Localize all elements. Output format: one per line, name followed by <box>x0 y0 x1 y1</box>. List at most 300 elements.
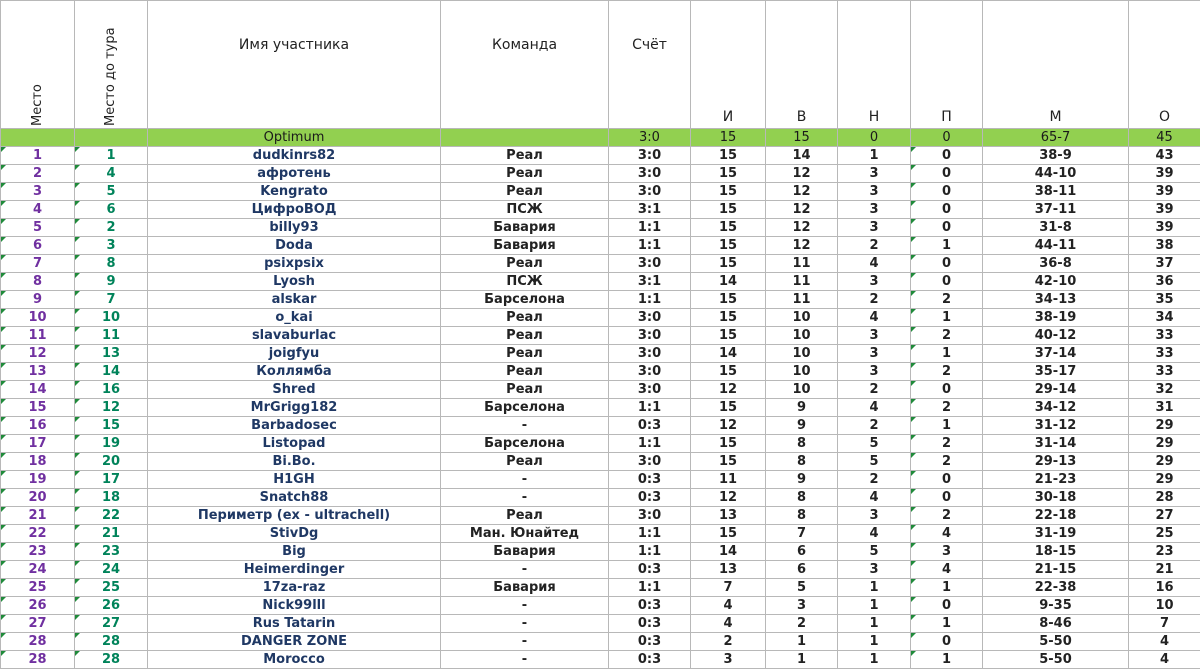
cell-marker-icon <box>75 417 80 422</box>
cell-goals-text: 18-15 <box>1035 544 1077 559</box>
cell-draws-text: 1 <box>869 634 878 649</box>
cell-points <box>1129 363 1200 381</box>
cell-team-text: Барселона <box>484 292 565 307</box>
cell-place-text: 28 <box>28 634 46 649</box>
cell-score-text: 0:3 <box>638 562 661 577</box>
cell-games-text: 12 <box>719 382 737 397</box>
cell-score-text: 3:0 <box>638 328 661 343</box>
cell-games-text: 15 <box>719 220 737 235</box>
cell-draws-text: 4 <box>869 256 878 271</box>
cell-score-text: 3:0 <box>638 382 661 397</box>
cell-participant-name-text: Shred <box>272 382 315 397</box>
cell-goals-text: 21-15 <box>1035 562 1077 577</box>
cell-score-text: 3:0 <box>638 184 661 199</box>
cell-wins-text: 10 <box>792 364 810 379</box>
cell-wins-text: 8 <box>797 490 806 505</box>
cell-score-text: 3:0 <box>638 454 661 469</box>
cell-participant-name <box>148 255 441 273</box>
cell-points-text: 10 <box>1155 598 1173 613</box>
cell-prev-place-text: 10 <box>102 310 120 325</box>
cell-place <box>1 201 75 219</box>
cell-place <box>1 345 75 363</box>
optimum-name: Optimum <box>148 129 441 147</box>
cell-losses <box>911 291 983 309</box>
cell-participant-name-text: Heimerdinger <box>244 562 344 577</box>
cell-points-text: 7 <box>1160 616 1169 631</box>
cell-score-text: 1:1 <box>638 400 661 415</box>
cell-prev-place-text: 8 <box>106 256 115 271</box>
cell-losses <box>911 435 983 453</box>
cell-goals <box>983 255 1129 273</box>
table-row <box>1 237 1200 255</box>
cell-prev-place <box>75 381 148 399</box>
cell-wins-text: 9 <box>797 472 806 487</box>
cell-prev-place <box>75 435 148 453</box>
cell-draws-text: 4 <box>869 310 878 325</box>
cell-participant-name <box>148 471 441 489</box>
table-row <box>1 147 1200 165</box>
cell-score <box>609 309 691 327</box>
cell-prev-place-text: 1 <box>106 148 115 163</box>
cell-points <box>1129 399 1200 417</box>
cell-games <box>691 453 766 471</box>
table-row <box>1 273 1200 291</box>
optimum-games: 15 <box>691 129 766 147</box>
cell-score <box>609 147 691 165</box>
cell-place <box>1 417 75 435</box>
cell-participant-name <box>148 183 441 201</box>
cell-draws <box>838 651 911 669</box>
cell-points-text: 36 <box>1155 274 1173 289</box>
cell-prev-place-text: 22 <box>102 508 120 523</box>
cell-points-text: 39 <box>1155 202 1173 217</box>
cell-goals-text: 5-50 <box>1039 634 1072 649</box>
cell-participant-name-text: афротень <box>257 166 330 181</box>
cell-marker-icon <box>1 345 6 350</box>
cell-prev-place-text: 6 <box>106 202 115 217</box>
cell-prev-place-text: 18 <box>102 490 120 505</box>
cell-wins-text: 8 <box>797 436 806 451</box>
cell-games <box>691 651 766 669</box>
optimum-goals: 65-7 <box>983 129 1129 147</box>
cell-goals <box>983 597 1129 615</box>
cell-team-text: - <box>522 616 527 631</box>
cell-participant-name <box>148 579 441 597</box>
cell-points <box>1129 345 1200 363</box>
cell-team-text: - <box>522 490 527 505</box>
cell-games-text: 14 <box>719 346 737 361</box>
cell-place <box>1 633 75 651</box>
cell-team <box>441 579 609 597</box>
cell-losses <box>911 417 983 435</box>
cell-place <box>1 543 75 561</box>
cell-games-text: 15 <box>719 148 737 163</box>
cell-games-text: 15 <box>719 454 737 469</box>
cell-goals-text: 31-12 <box>1035 418 1077 433</box>
cell-draws <box>838 489 911 507</box>
optimum-score: 3:0 <box>609 129 691 147</box>
cell-games-text: 4 <box>723 616 732 631</box>
cell-points <box>1129 183 1200 201</box>
cell-losses-text: 0 <box>942 598 951 613</box>
cell-score-text: 1:1 <box>638 580 661 595</box>
cell-draws <box>838 399 911 417</box>
cell-score-text: 3:0 <box>638 508 661 523</box>
table-row <box>1 543 1200 561</box>
cell-wins <box>766 291 838 309</box>
cell-wins-text: 1 <box>797 634 806 649</box>
cell-team <box>441 525 609 543</box>
cell-games-text: 15 <box>719 400 737 415</box>
cell-draws-text: 1 <box>869 580 878 595</box>
cell-draws-text: 1 <box>869 616 878 631</box>
cell-points-text: 32 <box>1155 382 1173 397</box>
cell-points <box>1129 489 1200 507</box>
table-row <box>1 381 1200 399</box>
header-points: О <box>1129 1 1200 129</box>
table-row <box>1 561 1200 579</box>
cell-prev-place <box>75 165 148 183</box>
cell-prev-place-text: 23 <box>102 544 120 559</box>
cell-marker-icon <box>75 597 80 602</box>
cell-score-text: 3:0 <box>638 364 661 379</box>
cell-games-text: 14 <box>719 274 737 289</box>
cell-marker-icon <box>911 633 916 638</box>
cell-place-text: 10 <box>28 310 46 325</box>
cell-participant-name <box>148 561 441 579</box>
cell-points-text: 27 <box>1155 508 1173 523</box>
cell-losses-text: 2 <box>942 400 951 415</box>
cell-losses <box>911 183 983 201</box>
cell-place-text: 2 <box>33 166 42 181</box>
cell-wins-text: 12 <box>792 220 810 235</box>
cell-team <box>441 363 609 381</box>
cell-marker-icon <box>75 165 80 170</box>
cell-losses-text: 0 <box>942 472 951 487</box>
cell-prev-place <box>75 417 148 435</box>
cell-games <box>691 579 766 597</box>
cell-participant-name <box>148 363 441 381</box>
cell-marker-icon <box>1 489 6 494</box>
cell-marker-icon <box>75 633 80 638</box>
cell-place <box>1 219 75 237</box>
cell-draws <box>838 273 911 291</box>
cell-wins <box>766 363 838 381</box>
cell-draws <box>838 237 911 255</box>
cell-marker-icon <box>911 363 916 368</box>
cell-wins-text: 12 <box>792 238 810 253</box>
cell-wins-text: 3 <box>797 598 806 613</box>
cell-marker-icon <box>75 543 80 548</box>
cell-participant-name <box>148 633 441 651</box>
cell-games <box>691 597 766 615</box>
cell-place-text: 14 <box>28 382 46 397</box>
header-wins: В <box>766 1 838 129</box>
table-row <box>1 183 1200 201</box>
cell-losses <box>911 453 983 471</box>
cell-draws <box>838 201 911 219</box>
optimum-losses: 0 <box>911 129 983 147</box>
cell-marker-icon <box>911 165 916 170</box>
cell-score <box>609 597 691 615</box>
cell-draws-text: 3 <box>869 274 878 289</box>
cell-goals-text: 34-12 <box>1035 400 1077 415</box>
cell-prev-place <box>75 489 148 507</box>
cell-games-text: 15 <box>719 184 737 199</box>
cell-participant-name-text: Doda <box>275 238 313 253</box>
header-name: Имя участника <box>148 1 441 129</box>
optimum-wins: 15 <box>766 129 838 147</box>
cell-marker-icon <box>911 147 916 152</box>
cell-marker-icon <box>1 291 6 296</box>
cell-marker-icon <box>75 219 80 224</box>
cell-place-text: 19 <box>28 472 46 487</box>
cell-draws <box>838 435 911 453</box>
cell-score-text: 3:0 <box>638 256 661 271</box>
cell-marker-icon <box>911 183 916 188</box>
cell-place-text: 20 <box>28 490 46 505</box>
cell-participant-name <box>148 291 441 309</box>
cell-prev-place <box>75 507 148 525</box>
cell-participant-name-text: Snatch88 <box>260 490 329 505</box>
cell-team-text: Бавария <box>493 238 555 253</box>
cell-place <box>1 561 75 579</box>
table-row <box>1 291 1200 309</box>
cell-place-text: 12 <box>28 346 46 361</box>
optimum-points: 45 <box>1129 129 1200 147</box>
cell-games-text: 13 <box>719 562 737 577</box>
cell-goals-text: 29-13 <box>1035 454 1077 469</box>
cell-losses <box>911 633 983 651</box>
cell-points <box>1129 417 1200 435</box>
cell-marker-icon <box>1 219 6 224</box>
cell-wins <box>766 597 838 615</box>
cell-wins <box>766 561 838 579</box>
cell-games <box>691 381 766 399</box>
cell-place-text: 13 <box>28 364 46 379</box>
cell-prev-place-text: 11 <box>102 328 120 343</box>
cell-marker-icon <box>75 291 80 296</box>
cell-score-text: 3:1 <box>638 202 661 217</box>
cell-place-text: 11 <box>28 328 46 343</box>
cell-participant-name-text: psixpsix <box>264 256 324 271</box>
cell-team <box>441 471 609 489</box>
cell-marker-icon <box>1 597 6 602</box>
cell-wins <box>766 471 838 489</box>
cell-goals <box>983 525 1129 543</box>
cell-marker-icon <box>1 273 6 278</box>
cell-score-text: 3:1 <box>638 274 661 289</box>
cell-losses <box>911 201 983 219</box>
cell-goals <box>983 147 1129 165</box>
cell-games-text: 14 <box>719 544 737 559</box>
cell-marker-icon <box>1 435 6 440</box>
cell-wins-text: 10 <box>792 310 810 325</box>
cell-points-text: 39 <box>1155 184 1173 199</box>
cell-team-text: Ман. Юнайтед <box>470 526 579 541</box>
cell-score-text: 0:3 <box>638 652 661 667</box>
cell-participant-name-text: joigfyu <box>269 346 320 361</box>
cell-losses <box>911 345 983 363</box>
cell-place <box>1 435 75 453</box>
cell-goals-text: 38-19 <box>1035 310 1077 325</box>
cell-points-text: 38 <box>1155 238 1173 253</box>
cell-games <box>691 489 766 507</box>
cell-draws <box>838 255 911 273</box>
cell-marker-icon <box>911 255 916 260</box>
cell-goals <box>983 381 1129 399</box>
cell-place <box>1 291 75 309</box>
cell-losses <box>911 597 983 615</box>
cell-marker-icon <box>1 201 6 206</box>
cell-prev-place-text: 27 <box>102 616 120 631</box>
cell-prev-place <box>75 201 148 219</box>
optimum-team <box>441 129 609 147</box>
standings-body <box>1 147 1200 669</box>
cell-marker-icon <box>1 561 6 566</box>
cell-goals-text: 44-11 <box>1035 238 1077 253</box>
cell-games <box>691 435 766 453</box>
cell-losses <box>911 237 983 255</box>
cell-games <box>691 183 766 201</box>
cell-wins-text: 10 <box>792 346 810 361</box>
cell-points-text: 29 <box>1155 454 1173 469</box>
cell-goals-text: 31-19 <box>1035 526 1077 541</box>
cell-place <box>1 237 75 255</box>
cell-marker-icon <box>911 651 916 656</box>
cell-goals <box>983 363 1129 381</box>
cell-place <box>1 255 75 273</box>
cell-losses-text: 0 <box>942 382 951 397</box>
cell-team-text: Реал <box>506 256 543 271</box>
cell-games-text: 15 <box>719 328 737 343</box>
cell-participant-name <box>148 345 441 363</box>
cell-marker-icon <box>75 309 80 314</box>
cell-goals <box>983 453 1129 471</box>
cell-games <box>691 525 766 543</box>
cell-score-text: 3:0 <box>638 148 661 163</box>
table-row <box>1 219 1200 237</box>
cell-participant-name <box>148 309 441 327</box>
cell-place <box>1 273 75 291</box>
cell-points <box>1129 525 1200 543</box>
cell-prev-place-text: 28 <box>102 634 120 649</box>
cell-wins <box>766 219 838 237</box>
cell-games <box>691 309 766 327</box>
cell-draws-text: 2 <box>869 418 878 433</box>
cell-goals <box>983 273 1129 291</box>
cell-losses-text: 1 <box>942 580 951 595</box>
table-row <box>1 597 1200 615</box>
cell-prev-place <box>75 579 148 597</box>
cell-marker-icon <box>1 327 6 332</box>
cell-wins-text: 12 <box>792 184 810 199</box>
table-row <box>1 255 1200 273</box>
cell-marker-icon <box>911 219 916 224</box>
cell-games-text: 3 <box>723 652 732 667</box>
cell-score <box>609 237 691 255</box>
cell-losses <box>911 543 983 561</box>
cell-score <box>609 327 691 345</box>
cell-marker-icon <box>1 543 6 548</box>
cell-wins <box>766 273 838 291</box>
cell-goals <box>983 291 1129 309</box>
cell-wins <box>766 435 838 453</box>
cell-place <box>1 165 75 183</box>
cell-goals <box>983 435 1129 453</box>
cell-prev-place <box>75 309 148 327</box>
table-row <box>1 633 1200 651</box>
cell-team-text: Реал <box>506 328 543 343</box>
cell-prev-place-text: 5 <box>106 184 115 199</box>
cell-team <box>441 219 609 237</box>
cell-marker-icon <box>911 615 916 620</box>
cell-draws-text: 3 <box>869 562 878 577</box>
cell-goals-text: 37-14 <box>1035 346 1077 361</box>
cell-goals <box>983 309 1129 327</box>
table-row <box>1 453 1200 471</box>
cell-team-text: Реал <box>506 346 543 361</box>
cell-participant-name <box>148 327 441 345</box>
cell-team <box>441 597 609 615</box>
cell-goals <box>983 237 1129 255</box>
cell-points-text: 29 <box>1155 436 1173 451</box>
cell-draws-text: 3 <box>869 346 878 361</box>
cell-team-text: ПСЖ <box>506 202 542 217</box>
cell-wins <box>766 543 838 561</box>
cell-goals <box>983 183 1129 201</box>
cell-losses <box>911 399 983 417</box>
header-prev-place: Место до тура <box>75 1 148 129</box>
cell-place <box>1 525 75 543</box>
cell-participant-name <box>148 453 441 471</box>
cell-place <box>1 489 75 507</box>
cell-points-text: 4 <box>1160 652 1169 667</box>
cell-marker-icon <box>911 237 916 242</box>
cell-marker-icon <box>1 417 6 422</box>
cell-losses-text: 0 <box>942 220 951 235</box>
cell-goals <box>983 471 1129 489</box>
cell-losses <box>911 165 983 183</box>
cell-losses-text: 0 <box>942 634 951 649</box>
cell-participant-name-text: Morocco <box>263 652 325 667</box>
cell-points-text: 31 <box>1155 400 1173 415</box>
cell-games-text: 4 <box>723 598 732 613</box>
cell-prev-place-text: 28 <box>102 652 120 667</box>
cell-goals-text: 38-9 <box>1039 148 1072 163</box>
cell-participant-name <box>148 165 441 183</box>
cell-draws-text: 3 <box>869 202 878 217</box>
cell-participant-name <box>148 435 441 453</box>
cell-points <box>1129 327 1200 345</box>
cell-team <box>441 435 609 453</box>
cell-points <box>1129 633 1200 651</box>
cell-participant-name-text: Bi.Bo. <box>272 454 315 469</box>
cell-score <box>609 507 691 525</box>
cell-marker-icon <box>75 471 80 476</box>
table-row <box>1 525 1200 543</box>
cell-marker-icon <box>75 345 80 350</box>
cell-losses-text: 2 <box>942 508 951 523</box>
optimum-row <box>1 129 1200 147</box>
cell-draws-text: 1 <box>869 598 878 613</box>
cell-marker-icon <box>1 255 6 260</box>
cell-score-text: 3:0 <box>638 310 661 325</box>
cell-prev-place-text: 7 <box>106 292 115 307</box>
cell-team <box>441 381 609 399</box>
cell-place-text: 17 <box>28 436 46 451</box>
cell-draws-text: 2 <box>869 382 878 397</box>
